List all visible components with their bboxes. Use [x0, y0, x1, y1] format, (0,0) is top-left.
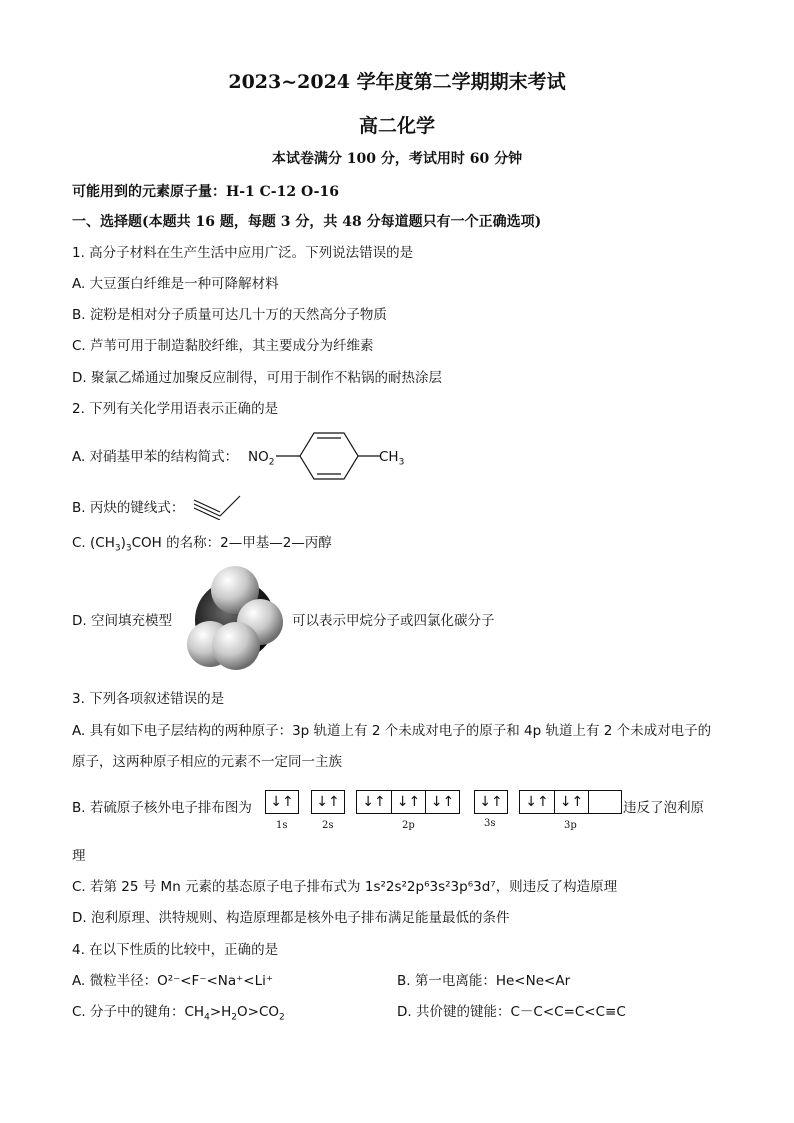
q4-c-s3: 2: [279, 1012, 285, 1023]
section-heading: 一、选择题(本题共 16 题，每题 3 分，共 48 分每道题只有一个正确选项): [72, 214, 542, 230]
exam-note: 本试卷满分 100 分，考试用时 60 分钟: [271, 151, 523, 167]
q4-c-mid2: O>CO: [237, 1004, 280, 1020]
q2-c-end: COH 的名称：2—甲基—2—丙醇: [131, 535, 332, 551]
q2-stem: 2. 下列有关化学用语表示正确的是: [72, 401, 279, 417]
atomic-masses: 可能用到的元素原子量：H-1 C-12 O-16: [72, 184, 339, 200]
nitrotoluene-structure: [276, 430, 382, 482]
q2-option-d-after: 可以表示甲烷分子或四氯化碳分子: [292, 613, 495, 629]
orbital-3p-cell-1: ↓↑: [525, 794, 549, 810]
ch3-label: [379, 449, 405, 468]
orbital-2p-cell-1: ↓↑: [362, 794, 386, 810]
q2-c-sub1: 3: [114, 543, 121, 554]
orbital-label-1s: 1s: [276, 820, 288, 831]
space-filling-model: [180, 564, 290, 674]
ch3-subscript: 3: [398, 457, 405, 468]
orbital-2p-cell-3: ↓↑: [425, 791, 459, 813]
orbital-label-2p: 2p: [402, 820, 415, 831]
orbital-label-3s: 3s: [484, 818, 496, 829]
q2-c-post: ): [120, 535, 126, 551]
orbital-label-3p: 3p: [564, 820, 577, 831]
orbital-2s-cell: ↓↑: [316, 794, 340, 810]
no2-subscript: 2: [268, 457, 275, 468]
q3-c-prefix: C. 若第 25 号 Mn 元素的基态原子电子排布式为: [72, 879, 365, 895]
q3-stem: 3. 下列各项叙述错误的是: [72, 691, 225, 707]
no2-text: NO: [248, 449, 269, 465]
exam-title: 2023~2024 学年度第二学期期末考试: [228, 71, 566, 93]
q2-option-b-label: B. 丙炔的键线式：: [72, 500, 185, 516]
q3-option-b-label: B. 若硫原子核外电子排布图为: [72, 800, 252, 816]
orbital-2p-cell-2: ↓↑: [391, 791, 425, 813]
q4-option-a: A. 微粒半径：O²⁻<F⁻<Na⁺<Li⁺: [72, 973, 273, 989]
orbital-3s: [474, 790, 508, 814]
propyne-skeletal-formula: [192, 490, 244, 520]
ch3-text: CH: [379, 449, 399, 465]
orbital-3p-cell-3: [588, 791, 622, 813]
q3-option-b-line2: 理: [72, 848, 86, 864]
q1-stem: 1. 高分子材料在生产生活中应用广泛。下列说法错误的是: [72, 245, 414, 261]
q4-option-c: [72, 1004, 285, 1023]
q3-option-b-after: 违反了泡利原: [623, 800, 704, 816]
orbital-label-2s: 2s: [322, 820, 334, 831]
q3-c-post: ，则违反了构造原理: [495, 879, 618, 895]
orbital-3s-cell: ↓↑: [479, 794, 503, 810]
q2-option-c: [72, 535, 332, 554]
q1-option-c: C. 芦苇可用于制造黏胶纤维，其主要成分为纤维素: [72, 338, 374, 354]
q2-option-a-label: A. 对硝基甲苯的结构简式：: [72, 449, 239, 465]
q4-c-mid: >H: [209, 1004, 232, 1020]
q3-option-c: [72, 881, 617, 895]
q3-option-a-line1: A. 具有如下电子层结构的两种原子：3p 轨道上有 2 个未成对电子的原子和 4p 轨道上有 2 个未成对电子的: [72, 723, 712, 739]
q4-option-d: D. 共价键的键能：C－C<C=C<C≡C: [397, 1004, 626, 1020]
q4-option-b: B. 第一电离能：He<Ne<Ar: [397, 973, 571, 989]
q4-c-pre: C. 分子中的键角：CH: [72, 1004, 205, 1020]
orbital-3p-cell-2: ↓↑: [554, 791, 588, 813]
orbital-2p: [356, 790, 460, 814]
q3-c-config: 1s²2s²2p⁶3s²3p⁶3d⁷: [364, 879, 496, 895]
q2-c-pre: C. (CH: [72, 535, 115, 551]
q3-option-d: D. 泡利原理、洪特规则、构造原理都是核外电子排布满足能量最低的条件: [72, 910, 510, 926]
q4-c-s1: 4: [204, 1012, 210, 1023]
q4-stem: 4. 在以下性质的比较中，正确的是: [72, 942, 279, 958]
q2-c-sub2: 3: [125, 543, 132, 554]
q1-option-b: B. 淀粉是相对分子质量可达几十万的天然高分子物质: [72, 307, 387, 323]
orbital-3p: [519, 790, 622, 814]
orbital-1s: [265, 790, 299, 814]
q2-option-d-label: D. 空间填充模型: [72, 613, 172, 629]
q2-no2-label: [248, 449, 275, 468]
q1-option-d: D. 聚氯乙烯通过加聚反应制得，可用于制作不粘锅的耐热涂层: [72, 370, 442, 386]
q1-option-a: A. 大豆蛋白纤维是一种可降解材料: [72, 276, 279, 292]
orbital-1s-cell: ↓↑: [270, 794, 294, 810]
orbital-2s: [311, 790, 345, 814]
q4-c-s2: 2: [231, 1012, 238, 1023]
exam-subject: 高二化学: [358, 115, 435, 137]
q3-option-a-line2: 原子，这两种原子相应的元素不一定同一主族: [72, 754, 342, 770]
